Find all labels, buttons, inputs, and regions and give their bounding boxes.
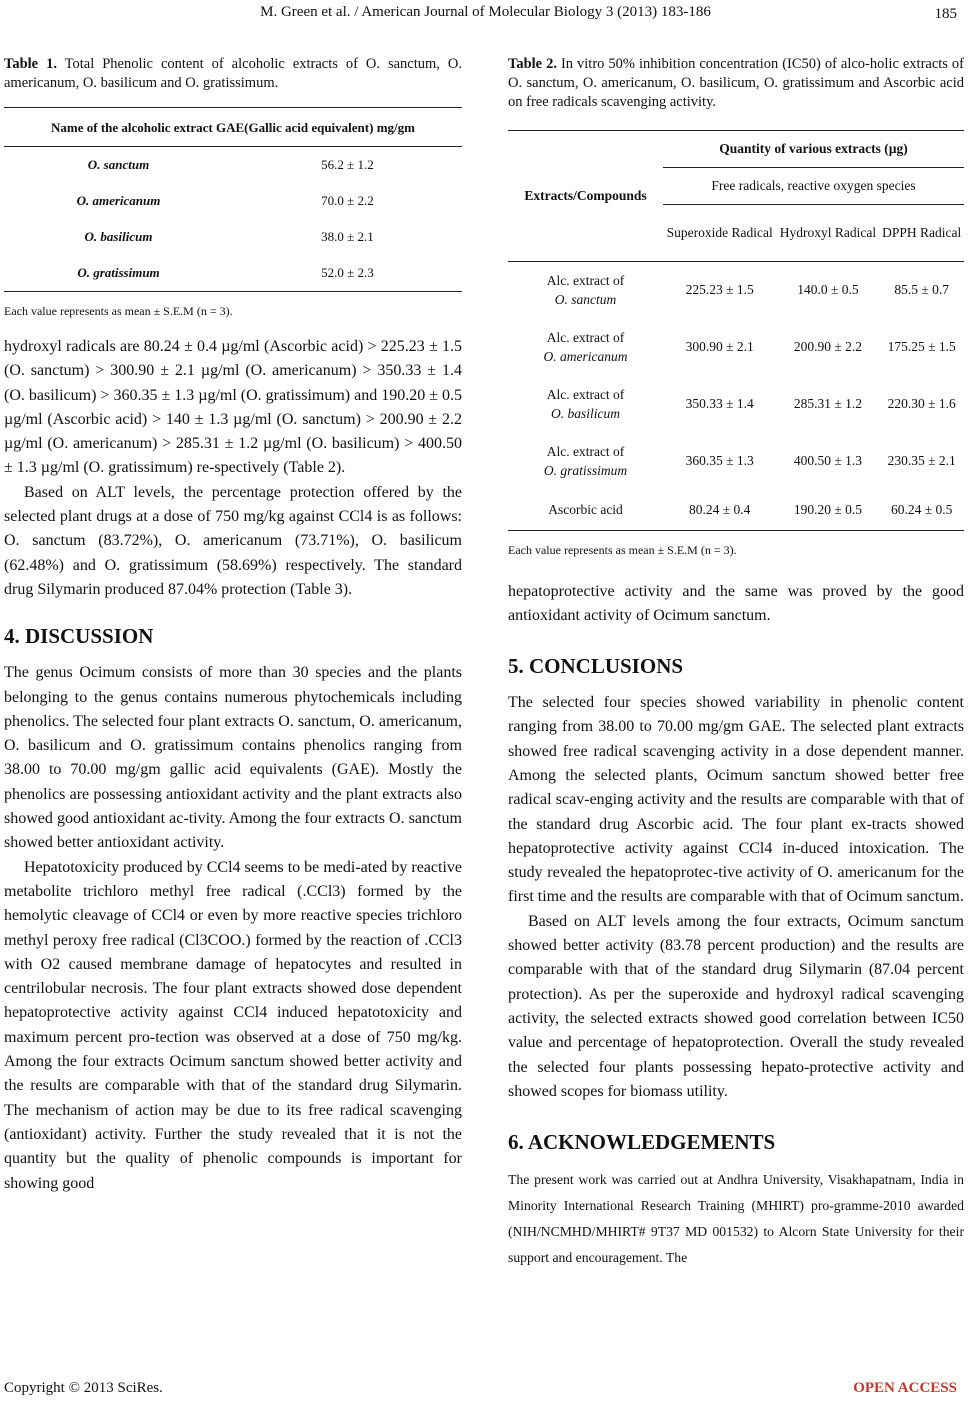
paragraph: hydroxyl radicals are 80.24 ± 0.4 µg/ml (Ascorbic acid) > 225.23 ± 1.5 (O. sanctum) > 300.90 ± 2.1 µg/ml (O. americanum) > 350.33 ± 1.4 (O. basilicum) > 360.35 ± 1.3 µg/ml (O. gratissimum) and 190.20 ± 0.5 µg/ml (Ascorbic acid) > 140 ± 1.3 µg/ml (O. sanctum) > 200.90 ± 2.2 µg/ml (O. americanum) > 285.31 ± 1.2 µg/ml (O. basilicum) > 400.50 ± 1.3 µg/ml (O. gratissimum) re-spectively (Table 2). [4, 338, 462, 477]
table1-cell-name: O. gratissimum [4, 255, 233, 292]
table2-cell: 360.35 ± 1.3 [685, 453, 754, 468]
paragraph: Based on ALT levels among the four extracts, Ocimum sanctum showed better activity (83.78 percent production) and the results are comparable with that of the standard drug Silymarin (87.04 percent protection). As per the superoxide and hydroxyl radical scavenging activity, the selected extracts showed good correlation between IC50 value and percentage of hepatoprotection. Overall the study revealed the selected four plants possessing hepato-protective activity and showed scopes for biomass utility. [508, 912, 964, 1100]
right-column [508, 55, 964, 1271]
table1-cell-name: O. sanctum [87, 157, 150, 172]
table2-cell: 175.25 ± 1.5 [887, 339, 956, 354]
table2 [508, 130, 964, 531]
page-number: 185 [934, 6, 957, 22]
table1-cell-value: 52.0 ± 2.3 [233, 255, 462, 292]
table2-cell: 400.50 ± 1.3 [793, 453, 863, 468]
table2-cell-name [508, 262, 663, 319]
table1-caption-text: Total Phenolic content of alcoholic extracts of O. sanctum, O. americanum, O. basilicum and O. gratissimum. [4, 56, 462, 91]
table2-cell-name [508, 490, 663, 531]
table1-caption-label: Table 1. [4, 56, 57, 72]
table-row [4, 219, 462, 255]
table2-row-header: Extracts/Compounds [508, 131, 663, 262]
table1-cell-value: 56.2 ± 1.2 [321, 157, 374, 172]
table1-header: Name of the alcoholic extract GAE(Gallic acid equivalent) mg/gm [4, 108, 462, 147]
extract-label: Alc. extract of [546, 330, 625, 345]
table2-cell: 80.24 ± 0.4 [663, 490, 776, 531]
table2-cell: 285.31 ± 1.2 [793, 396, 863, 411]
table-row [508, 433, 964, 490]
open-access-label: OPEN ACCESS [853, 1380, 957, 1396]
extract-species: O. sanctum [554, 292, 617, 308]
table2-cell-name [508, 376, 663, 433]
paragraph: hepatoprotective activity and the same was proved by the good antioxidant activity of Ocimum sanctum. [508, 582, 964, 624]
table2-col-header: DPPH Radical [879, 205, 964, 262]
left-column [4, 55, 462, 1196]
table2-cell: 140.0 ± 0.5 [797, 282, 859, 298]
extract-label: Alc. extract of [546, 273, 625, 289]
section-heading-discussion: 4. DISCUSSION [4, 624, 154, 649]
table2-col-header: Hydroxyl Radical [776, 205, 879, 262]
section-heading-acknowledgements: 6. ACKNOWLEDGEMENTS [508, 1130, 776, 1155]
section-heading-conclusions: 5. CONCLUSIONS [508, 654, 684, 679]
table2-caption [508, 55, 964, 112]
table2-cell: 60.24 ± 0.5 [879, 490, 964, 531]
table1-cell-value: 70.0 ± 2.2 [321, 193, 374, 208]
table-row [508, 376, 964, 433]
table1-note: Each value represents as mean ± S.E.M (n = 3). [4, 304, 233, 318]
paragraph: Based on ALT levels, the percentage protection offered by the selected plant drugs at a dose of 750 mg/kg against CCl4 is as follows: O. sanctum (83.72%), O. americanum (73.71%), O. basilicum (62.48%) and O. gratissimum (58.69%) respectively. The standard drug Silymarin produced 87.04% protection (Table 3). [4, 483, 462, 598]
table-row [508, 262, 964, 319]
extract-label: Alc. extract of [546, 387, 625, 402]
copyright: Copyright © 2013 SciRes. [4, 1380, 163, 1396]
table-row [4, 255, 462, 292]
table1 [4, 107, 462, 292]
extract-label: Ascorbic acid [548, 502, 623, 517]
table2-cell: 230.35 ± 2.1 [887, 453, 956, 468]
extract-label: Alc. extract of [546, 444, 625, 459]
table2-cell-name [508, 319, 663, 376]
paragraph: The selected four species showed variability in phenolic content ranging from 38.00 to 70.00 mg/gm GAE. The selected plant extracts showed free radical scavenging activity in a dose dependent manner. Among the selected plants, Ocimum sanctum showed better free radical scav-enging activity and the results are comparable with that of the standard drug Ascorbic acid. The four plant ex-tracts showed hepatoprotective activity against CCl4 in-duced intoxication. The study revealed the hepatoprotec-tive activity of O. americanum for the first time and the results are comparable with that of Ocimum sanctum. [508, 694, 964, 906]
table2-caption-text: In vitro 50% inhibition concentration (IC50) of alco-holic extracts of O. sanctum, O. americanum, O. basilicum, O. gratissimum and Ascorbic acid on free radicals scavenging activity. [508, 56, 965, 110]
running-title: M. Green et al. / American Journal of Molecular Biology 3 (2013) 183-186 [260, 4, 711, 20]
table2-note: Each value represents as mean ± S.E.M (n = 3). [508, 542, 737, 557]
table2-sub-header: Free radicals, reactive oxygen species [663, 168, 964, 205]
table1-cell-name: O. basilicum [84, 229, 153, 244]
table2-col-header: Superoxide Radical [663, 205, 776, 262]
table1-cell-name: O. americanum [76, 193, 161, 208]
table2-cell: 225.23 ± 1.5 [685, 282, 754, 298]
table-row [508, 319, 964, 376]
table-row [508, 490, 964, 531]
extract-species: O. basilicum [551, 406, 621, 421]
page-header [0, 0, 971, 30]
table2-group-header: Quantity of various extracts (µg) [663, 131, 964, 168]
table2-cell: 350.33 ± 1.4 [685, 396, 754, 411]
table2-caption-label: Table 2. [508, 56, 557, 72]
paragraph: Hepatotoxicity produced by CCl4 seems to be medi-ated by reactive metabolite trichloro methyl free radical (.CCl3) formed by the hemolytic cleavage of CCl4 or even by more reactive species trichloro methyl peroxy free radical (Cl3COO.) formed by the reaction of .CCl3 with O2 caused membrane damage of hepatocytes and resulted in centrilobular necrosis. The four plant extracts showed dose dependent hepatoprotective activity against CCl4 induced hepatotoxicity and maximum percent pro-tection was observed at a dose of 750 mg/kg. Among the four extracts Ocimum sanctum showed better activity and the results are comparable with that of the standard drug Silymarin. The mechanism of action may be due to its free radical scavenging (antioxidant) activity. Further the study revealed that it is not the quantity but the quality of phenolic compounds is important for showing good [4, 858, 462, 1192]
table-row [4, 147, 462, 184]
extract-species: O. americanum [543, 349, 628, 364]
table2-cell-name [508, 433, 663, 490]
table2-cell: 220.30 ± 1.6 [887, 396, 956, 411]
extract-species: O. gratissimum [543, 463, 628, 478]
table2-cell: 190.20 ± 0.5 [776, 490, 879, 531]
table2-cell: 200.90 ± 2.2 [793, 339, 863, 354]
paragraph: The present work was carried out at Andhra University, Visakhapatnam, India in Minority International Research Training (MHIRT) pro-gramme-2010 awarded (NIH/NCMHD/MHIRT# 9T37 MD 001532) to Alcorn State University for their support and encouragement. The [508, 1172, 964, 1266]
table2-cell: 300.90 ± 2.1 [685, 339, 754, 354]
paragraph: The genus Ocimum consists of more than 30 species and the plants belonging to the genus contains numerous phytochemicals including phenolics. The selected four plant extracts O. sanctum, O. americanum, O. basilicum and O. gratissimum contains phenolics ranging from 38.00 to 70.00 mg/gm gallic acid equivalents (GAE). Mostly the phenolics are possessing antioxidant activity and the plant extracts also showed good antioxidant ac-tivity. Among the four extracts O. sanctum showed better antioxidant activity. [4, 664, 462, 852]
table1-caption [4, 55, 462, 93]
table-row [4, 183, 462, 219]
table2-cell: 85.5 ± 0.7 [894, 282, 950, 298]
table1-cell-value: 38.0 ± 2.1 [321, 229, 374, 244]
